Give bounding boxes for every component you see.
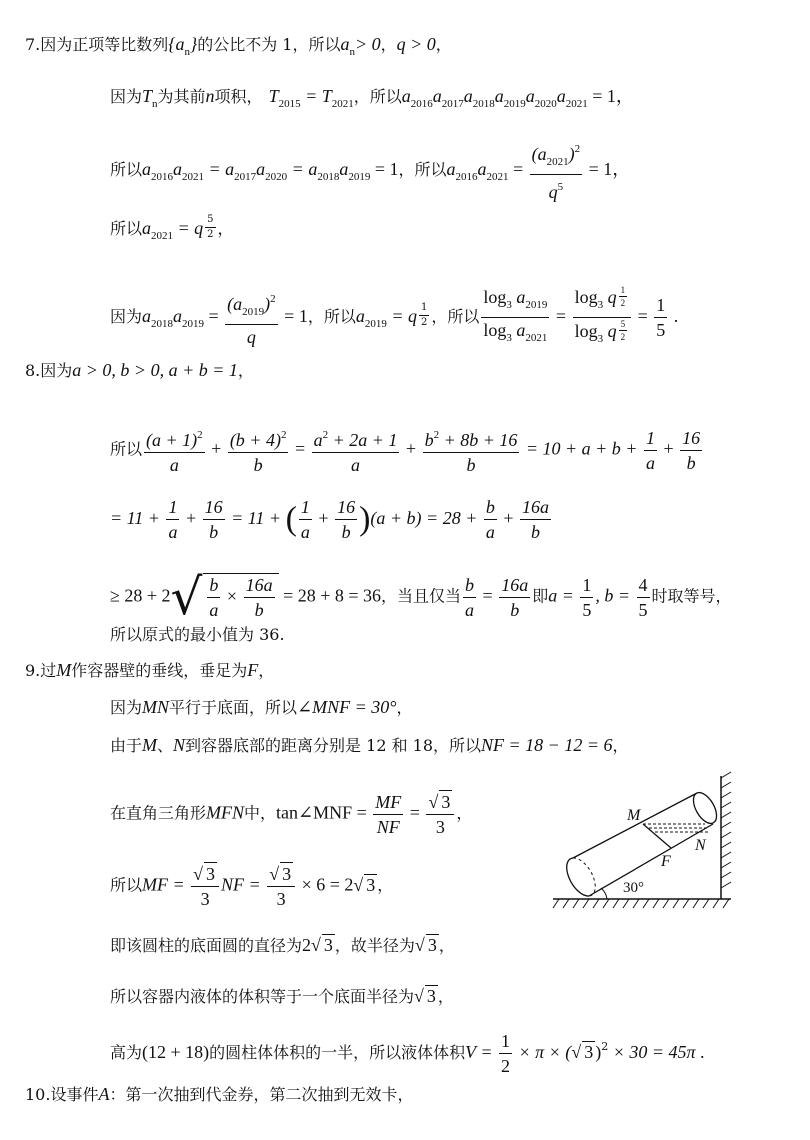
q7-product: $a_{2016}a_{2017}a_{2018}a_{2019}a_{2020}a_{2021}$: [401, 86, 588, 110]
cylinder-bottom-edge: [589, 824, 713, 896]
q7-log-ratio-2: $\log_3 q$ $\frac{1}{2}$ $\log_3 q$ $\frac{5}{2}$: [573, 285, 632, 350]
ground-hatch: [553, 899, 729, 908]
q7-exponent: $\frac{5}{2}$: [207, 214, 214, 240]
q9-line6: 即该圆柱的底面圆的直径为2√ 3 ，故半径为√ 3 ，: [110, 935, 455, 955]
q9-line3: 由于M、N到容器底部的距离分别是 12 和 18，所以NF = 18 − 12 = 6，: [110, 735, 629, 755]
angle-arc: [601, 888, 607, 899]
q9-line8: 高为(12 + 18)的圆柱体体积的一半，所以液体体积V = $\frac{1}{2}$ × π × (√ 3 )$^2$ × 30 = 45π .: [110, 1031, 705, 1076]
label-M: M: [627, 807, 641, 824]
q9-line4: 在直角三角形MFN中，tan∠MNF = $\frac{MF}{NF}$ = $\frac{√ 3}{3}$ ，: [110, 791, 473, 837]
q8-line4: ≥ 28 + 2√ $\frac{b}{a}$ × $\frac{16a}{b}$ = 28 + 8 = 36，当且仅当 $\frac{b}{a}$ = $\frac{16a}{b}$ 即a = $\frac{1}{5}$ , b = $\frac{4}{5}$ 时取等号，: [110, 568, 732, 626]
q9-line7: 所以容器内液体的体积等于一个底面半径为√ 3 ，: [110, 986, 454, 1006]
q7-line4: 所以$a_{2021} = q$ $\frac{5}{2}$ ，: [110, 214, 234, 242]
cylinder-figure: [545, 770, 745, 915]
q8-line1: 8.因为a > 0, b > 0, a + b = 1，: [25, 360, 254, 380]
q8-line2: 所以 $\frac{(a + 1)^2}{a}$ + $\frac{(b + 4)^2}{b}$ = $\frac{a^2 + 2a + 1}{a}$ + $\frac{b^2 + 8b + 16}{b}$ = 10 + a + b + $\frac{1}{a}$ + $\frac{16}{b}$: [110, 424, 704, 476]
label-N: N: [695, 837, 706, 854]
q7-chain: $a_{2016}a_{2021} = a_{2017}a_{2020} = a_{2018}a_{2019}$: [142, 159, 371, 183]
q7-line2: 因为$T_n$为其前n项积， $T_{2015} = T_{2021}$，所以$a_{2016}a_{2017}a_{2018}a_{2019}a_{2020}a_{2021} = 1$，: [110, 86, 634, 110]
label-F: F: [661, 853, 671, 870]
q7-fraction: $\frac{(a_{2021})^2}{q^5}$: [530, 138, 583, 203]
q8-line5: 所以原式的最小值为 36.: [110, 625, 285, 644]
q8-line3: = 11 + $\frac{1}{a}$ + $\frac{16}{b}$ = 11 + ( $\frac{1}{a}$ + $\frac{16}{b}$ )(a + b) = 28 + $\frac{b}{a}$ + $\frac{16a}{b}$: [110, 497, 549, 542]
cylinder-top-edge: [573, 793, 697, 858]
label-angle: 30°: [623, 880, 644, 896]
q9-line5: 所以MF = $\frac{√ 3}{3}$ NF = $\frac{√ 3}{3}$ × 6 = 2√ 3 ，: [110, 864, 394, 909]
q9-line2: 因为MN平行于底面，所以∠MNF = 30°，: [110, 697, 413, 717]
q7-line3: 所以$a_{2016}a_{2021} = a_{2017}a_{2020} = a_{2018}a_{2019} = 1$，所以$a_{2016}a_{2021}$ = $\frac{(a_{2021})^2}{q^5}$ = 1，: [110, 138, 630, 203]
q7-log-ratio-1: $\frac{\log_3 a_{2019}}{\log_3 a_{2021}}$: [483, 287, 548, 344]
q10-line1: 10.设事件A：第一次抽到代金券，第二次抽到无效卡，: [25, 1084, 414, 1104]
q7-line5: 因为$a_{2018}a_{2019}$ = $\frac{(a_{2019})^2}{q}$ = 1，所以$a_{2019} = q$ $\frac{1}{2}$ ，所以 $\frac{\log_3 a_{2019}}{\log_3 a_{2021}}$ = $\log_3 q$ $\frac{1}{2}$ $\log_3 q$ $\frac{5}{2}$ = $\frac{1}{5}$ .: [110, 285, 678, 350]
cylinder-bottom-end: [567, 858, 589, 896]
wall-hatch: [721, 772, 731, 888]
q7-line1: 7.因为正项等比数列$\{a_n\}$的公比不为 1，所以$a_n> 0$，q > 0，: [25, 34, 452, 58]
q9-line1: 9.过M作容器壁的垂线，垂足为F，: [25, 660, 275, 680]
